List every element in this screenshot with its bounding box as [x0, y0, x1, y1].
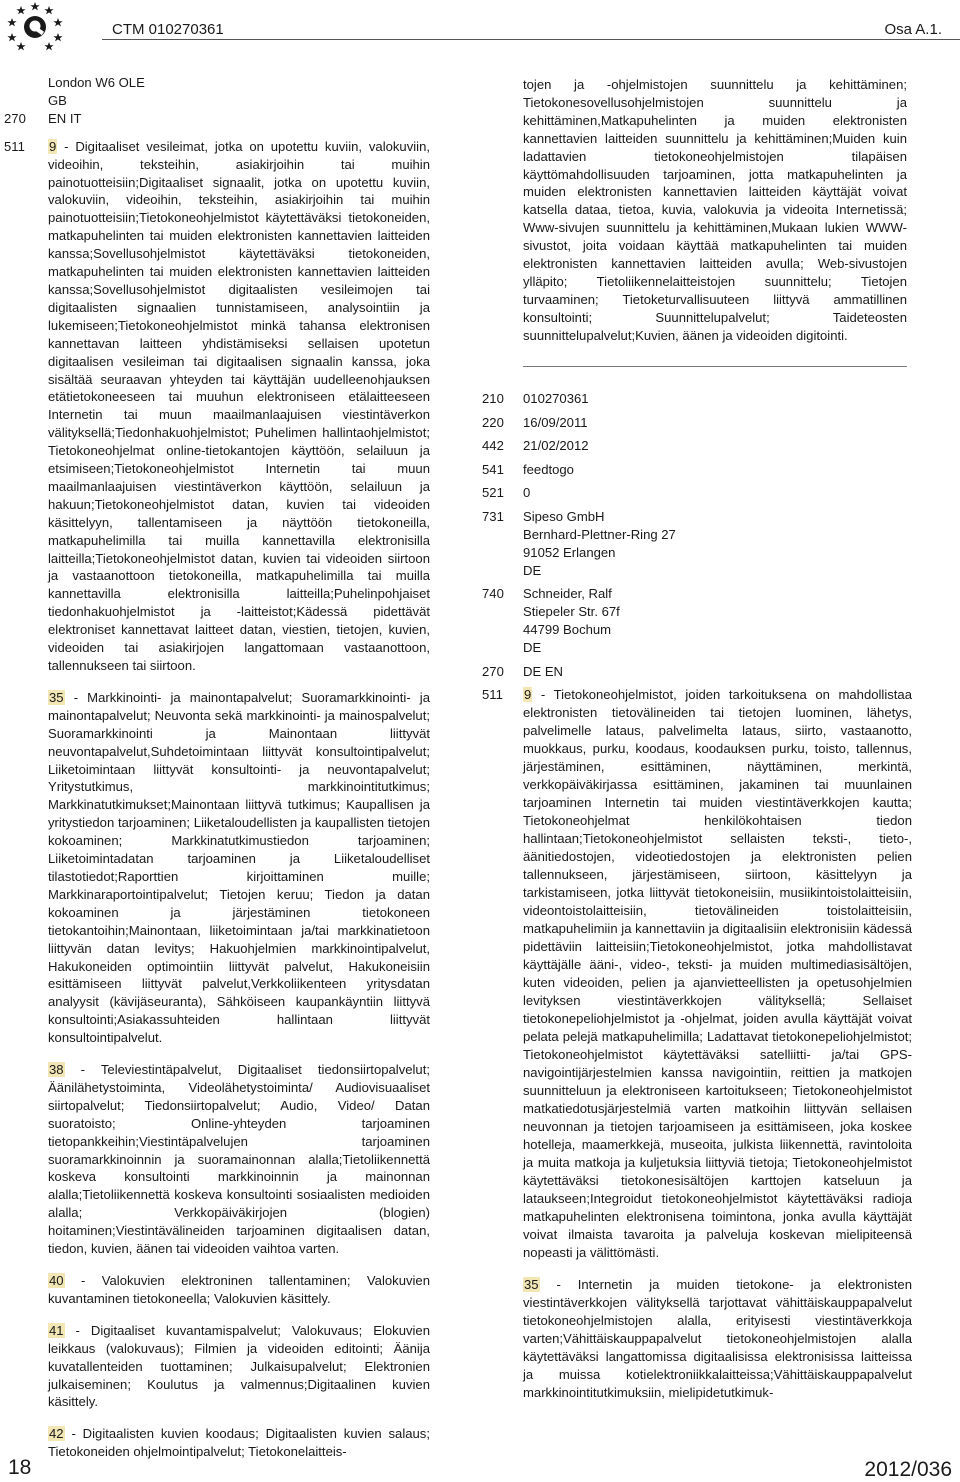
- class-40-left: [48, 1272, 430, 1308]
- representative-country: DE: [523, 640, 542, 655]
- class-9-right: [523, 686, 912, 1262]
- class-text: - Internetin ja muiden tietokone- ja elektronisten viestintäverkkojen välityksellä tarjottavat vähittäiskauppapalvelut tietokoneohjelmistojen alalla, erityisesti viestintäverkkoja varten;Vähittäiskauppapalvelut tietokoneohjelmistojen alalla käytettäväksi langattomissa digitaalisissa elektronisissa laitteissa ja muissa kotielektroniikkalaitteissa;Vähittäiskauppapalvelut markkinointitutkimuksiin, mielipidetutkimuk-: [523, 1277, 912, 1400]
- inid-code: 541: [482, 461, 504, 477]
- class-text: - Valokuvien elektroninen tallentaminen; Valokuvien kuvantaminen tietokoneella; Valokuvien käsittely.: [48, 1273, 430, 1306]
- inid-511-left: 511: [4, 139, 25, 154]
- class-9-left: [48, 138, 430, 675]
- header-divider: [102, 39, 960, 40]
- mark-name: feedtogo: [523, 461, 574, 477]
- class-35-left: [48, 689, 430, 1047]
- biblio-row: [482, 484, 912, 502]
- owner-street: Bernhard-Plettner-Ring 27: [523, 526, 676, 542]
- inid-code: 270: [482, 663, 504, 679]
- inid-code: 521: [482, 485, 504, 500]
- publication-date: 21/02/2012: [523, 438, 589, 453]
- bulletin-issue: 2012/036: [864, 1458, 952, 1481]
- inid-code: 442: [482, 438, 504, 453]
- class-text: - Digitaaliset vesileimat, jotka on upotettu kuviin, valokuviin, videoihin, teksteihin, asiakirjoihin tai muihin painotuotteisiin;Digitaaliset signaalit, jotka on upotettu kuviin, valokuviin, videoihin, teksteihin, asiakirjoihin tai muihin painotuotteisiin;Tietokoneohjelmistot käytettäväksi tietokoneiden, matkapuhelinten tai muiden elektronisten kannettavien laitteiden kanssa;Sovellusohjelmistot käytettäväksi tietokoneiden, matkapuhelinten tai muiden elektronisten kannettavien laitteiden kanssa;Sovellusohjelmistot digitaalisten vesileimojen tai digitaalisten signaalien tunnistamiseen, analysointiin ja lukemiseen;Tietokoneohjelmistot minkä tahansa elektronisen kannettavan laitteen yhdistämiseksi sellaisen upotetun digitaalisen vesileiman tai digitaalisen signaalin kanssa, joka sisältää seuraavan yhteyden tai käyttäjän uudelleenohjauksen etätietokoneeseen tai muuhun elektroniseen etälaitteeseen Internetin tai muun maailmanlaajuisen viestintäverkon välityksellä;Tiedonhakuohjelmistot; Puhelimen hallintaohjelmistot; Tietokoneohjelmat online-tietokantojen käyttöön, selailuun ja etsimiseen;Tietokoneohjelmistot Internetin tai muun maailmanlaajuisen viestintäverkon käyttöön, selailuun ja hakuun;Tietokoneohjelmistot datan, kuvien tai videoiden käsittelyyn, tallentamiseen ja näyttöön tietokoneilla, matkapuhelimilla tai muilla kannettavilla elektronisilla laitteilla;Tietokoneohjelmistot datan, kuvien tai videoiden siirtoon ja vastaanottoon tietokoneilla, matkapuhelimilla tai muilla kannettavilla elektronisilla laitteilla;Puhelinpohjaiset tiedonhakuohjelmistot ja -laitteistot;Kädessä pidettävät elektroniset kannettavat laitteet datan, viestien, tietojen, kuvien, videoiden tai asiakirjojen langattomaan vastaanottoon, tallennukseen tai siirtoon.: [48, 138, 430, 673]
- class-code: 9: [524, 687, 532, 702]
- section-label: Osa A.1.: [884, 21, 942, 38]
- left-column: [48, 74, 430, 1475]
- class-code: 38: [49, 1062, 64, 1078]
- biblio-row: [482, 461, 912, 479]
- class-code: 42: [49, 1426, 64, 1442]
- class-41-left: [48, 1322, 430, 1412]
- representative-name: Schneider, Ralf: [523, 586, 612, 601]
- owner-city: 91052 Erlangen: [523, 544, 616, 560]
- document-code: CTM 010270361: [112, 21, 224, 38]
- class-text: - Digitaaliset kuvantamispalvelut; Valokuvaus; Elokuvien leikkaus (valokuvaus); Filmien ja videoiden editointi; Äänija kuvatallenteiden tuottaminen; Julkaisupalvelut; Elektronien julkaiseminen; Koulutus ja valmennus;Digitaalinen kuvien käsittely.: [48, 1322, 430, 1410]
- section-divider: [523, 366, 907, 367]
- applicant-address-line: London W6 OLE: [48, 75, 145, 90]
- mark-type: 0: [523, 485, 531, 500]
- filing-number: 010270361: [523, 391, 589, 406]
- page-number: 18: [8, 1456, 32, 1479]
- inid-270-left: 270: [4, 111, 26, 126]
- inid-code: 220: [482, 414, 504, 430]
- inid-code: 740: [482, 586, 504, 601]
- representative-city: 44799 Bochum: [523, 622, 612, 637]
- languages: EN IT: [48, 110, 82, 126]
- biblio-row: [482, 390, 912, 408]
- class-38-left: [48, 1061, 430, 1258]
- right-column-continuation: [523, 76, 907, 345]
- biblio-row: [482, 663, 912, 681]
- languages: DE EN: [523, 663, 564, 679]
- inid-code: 210: [482, 391, 504, 406]
- class-text: - Televiestintäpalvelut, Digitaaliset tiedonsiirtopalvelut; Äänilähetystoiminta, Videolähetystoiminta/ Audiovisuaaliset siirtopalvelut; Tiedonsiirtopalvelut; Audio, Video/ Datan suoratoisto; Online-yhteyden tarjoaminen tietopankkeihin;Viestintäpalvelujen tarjoaminen suoramarkkinoinnin ja suoramainonnan alalla;Tietoliikennettä koskeva konsultointi markkinoinnin ja mainonnan alalla;Tietoliikennettä koskeva konsultointi sosiaalisten medioiden alalla; Verkkopäiväkirjojen (blogien) hoitaminen;Viestintävälineiden tarjoaminen digitaalisen datan, tiedon, kuvien, äänen tai videoiden vaihtoa varten.: [48, 1062, 430, 1257]
- inid-code: 731: [482, 508, 504, 524]
- filing-date: 16/09/2011: [523, 414, 588, 430]
- biblio-row: [482, 508, 912, 580]
- class-code: 40: [49, 1273, 64, 1288]
- class-code: 35: [49, 689, 64, 705]
- applicant-country: GB: [48, 92, 67, 108]
- inid-code: 511: [482, 687, 503, 702]
- class-42-left: [48, 1425, 430, 1461]
- bibliographic-data: [482, 390, 912, 1422]
- page-header: [0, 0, 960, 52]
- class-code: 9: [49, 138, 57, 154]
- biblio-row: [482, 437, 912, 455]
- owner-country: DE: [523, 562, 542, 578]
- class-text: - Digitaalisten kuvien koodaus; Digitaalisten kuvien salaus; Tietokoneiden ohjelmointipalvelut; Tietokonelaitteis-: [48, 1426, 430, 1460]
- class-code: 35: [524, 1277, 539, 1292]
- representative-street: Stiepeler Str. 67f: [523, 604, 620, 619]
- eu-stars-logo-icon: [0, 0, 70, 52]
- owner-name: Sipeso GmbH: [523, 508, 605, 524]
- class-text: - Tietokoneohjelmistot, joiden tarkoituksena on mahdollistaa elektronisten tietovälineiden tai tietojen luominen, lähetys, palvelimelle lataus, palvelimelta lataus, siirto, vastaanotto, muokkaus, purku, koodaus, koodauksen purku, toisto, tallennus, järjestäminen, esittäminen, näyttäminen, merkintä, verkkopäiväkirjassa esittäminen, jakaminen tai muunlainen tarjoaminen Internetin tai muiden viestintäverkkojen kautta; Tietokoneohjelmat henkilökohtaisen tiedon hallintaan;Tietokoneohjelmistot sellaisten teksti-, tieto-, äänitiedostojen, videotiedostojen ja elektronisten pelien tallennukseen, järjestämiseen, siirtoon, käsittelyyn ja tarkistamiseen, jotka liittyvät tietokoneisiin, musiikintoistolaitteisiin, videontoistolaitteisiin, tietovälineiden toistolaitteisiin, matkapuhelimiin ja kannettaviin ja digitaalisiin elektronisiin kädessä pidettäviin laitteisiin;Tietokoneohjelmistot, jotka mahdollistavat käyttäjälle ääni-, video-, teksti- ja muiden multimediasisältöjen, kuten videoiden, pelien ja ajanvietteellisten ja opetusohjelmien levityksen viestintäverkkojen välityksellä; Sellaiset tietokonepeliohjelmistot ja -ohjelmat, joiden avulla käyttäjät voivat pelata pelejä matkapuhelimilla; Ladattavat tietokonepeliohjelmistot; Tietokoneohjelmistot käytettäväksi satelliitti- ja/tai GPS-navigointijärjestelmien kanssa navigointiin, reittien ja matkojen suunnitteluun ja elektroniseen kartoitukseen; Tietokoneohjelmistot matkatiedotusjärjestelmiä varten matkoihin liittyvän sellaisen neuvonnan ja tietojen tarjoamiseen ja esittämiseen, joka koskee hotelleja, maamerkkejä, museoita, julkista liikennettä, ravintoloita ja muita matkoja ja kuljetuksia liittyviä tietoja; Tietokoneohjelmistot käytettäväksi tietokonesisältöjen karttojen katseluun ja lataukseen;Integroidut tietokoneohjelmistot käytettäväksi radioja matkapuhelinten elektronisena toimintona, jonka avulla käyttäjät voivat ilmaista tavaroita ja palveluja koskevan mielipiteensä nopeasti ja välittömästi.: [523, 687, 912, 1260]
- class-35-right: [523, 1276, 912, 1402]
- biblio-row-511: [482, 686, 912, 1416]
- biblio-row: [482, 414, 912, 432]
- class-code: 41: [49, 1322, 64, 1338]
- class-text: - Markkinointi- ja mainontapalvelut; Suoramarkkinointi- ja mainontapalvelut; Neuvonta sekä markkinointi- ja mainospalvelut; Suoramarkkinointi ja Mainontaan liittyvät neuvontapalvelut,Suhdetoimintaan liittyvät konsultointipalvelut; Liiketoimintaan liittyvät konsultointi- ja neuvontapalvelut; Yritystutkimus, markkinointitutkimus; Markkinatutkimukset;Mainontaan liittyvä tutkimus; Kaupallisen ja yritystiedon tarjoaminen; Liiketaloudellisten ja kaupallisten tietojen kokoaminen; Markkinatutkimustiedon tarjoaminen; Liiketoimintadatan tarjoaminen ja Liiketaloudelliset tilastotiedot;Raporttien kirjoittaminen muille; Markkinaraportointipalvelut; Tietojen keruu; Tiedon ja datan kokoaminen ja järjestäminen tietokoneen tietokantoihin;Mainontaan, liiketoimintaan ja/tai markkinatietoon liittyvän datan levitys; Hakuohjelmien markkinointipalvelut, Hakukoneiden optimointiin liittyvät palvelut, Hakukoneisiin esittämiseen liittyvät palvelut,Verkkoliikenteen yritysdatan analyysit (kävijäseuranta), Sähköiseen kaupankäyntiin liittyvä konsultointi;Asiakassuhteiden hallintaan liittyvät konsultointipalvelut.: [48, 689, 430, 1046]
- biblio-row: [482, 585, 912, 657]
- continuation-text: tojen ja -ohjelmistojen suunnittelu ja kehittäminen; Tietokonesovellusohjelmistojen suunnittelu ja kehittäminen,Matkapuhelinten ja muiden elektronisten kannettavien laitteiden suunnittelu ja kehittäminen;Muiden kuin ladattavien tietokoneohjelmistojen tilapäisen käyttömahdollisuuden tarjoaminen, jotta matkapuhelinten ja muiden elektronisten kannettavien laitteiden käyttäjät voivat katsella dataa, tietoa, kuvia, valokuvia ja videoita Internetissä; Www-sivujen suunnittelu ja kehittäminen,Mukaan lukien WWW-sivustot, joita voidaan käyttää matkapuhelinten tai muiden elektronisten kannettavien laitteiden avulla; Web-sivustojen ylläpito; Tietoliikennelaitteistojen suunnittelu; Tietojen turvaaminen; Tietoketurvallisuuteen liittyvä ammatillinen konsultointi; Suunnittelupalvelut; Taideteosten suunnittelupalvelut;Kuvien, äänen ja videoiden digitointi.: [523, 77, 907, 343]
